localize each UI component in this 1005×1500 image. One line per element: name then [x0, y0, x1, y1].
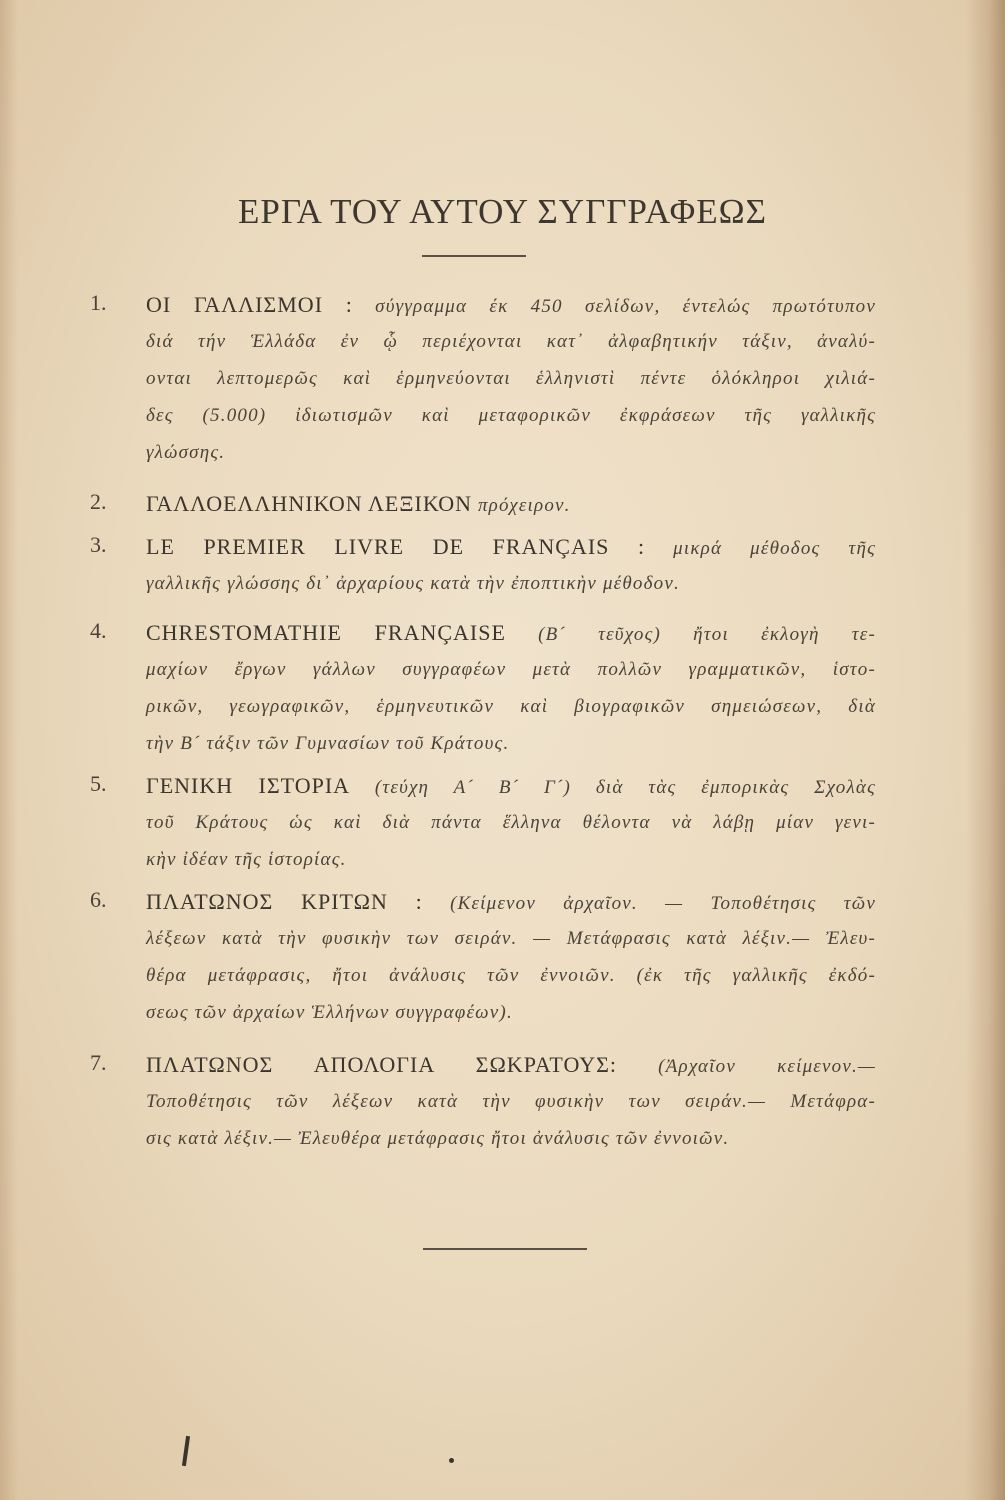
- list-item-number: 1.: [90, 290, 107, 315]
- list-item-text: γαλλικῆς γλώσσης δι᾿ ἀρχαρίους κατὰ τὴν ἐποπτικὴν μέθοδον.: [146, 573, 680, 594]
- list-item-heading: ΓΑΛΛΟΕΛΛΗΝΙΚΟΝ ΛΕΞΙΚΟΝ: [146, 491, 472, 516]
- list-item-text: (τεύχη Α´ Β´ Γ´) διὰ τὰς ἐμπορικὰς Σχολὰς: [374, 777, 876, 798]
- list-item-heading: CHRESTOMATHIE FRANÇAISE: [146, 620, 506, 645]
- list-item-text: Τοποθέτησις τῶν λέξεων κατὰ τὴν φυσικὴν των σειράν.— Μετάφρα-: [146, 1091, 876, 1112]
- list-item-text: δες (5.000) ἰδιωτισμῶν καὶ μεταφορικῶν ἐκφράσεων τῆς γαλλικῆς: [146, 405, 876, 426]
- closing-divider: [423, 1248, 587, 1250]
- list-item-text: πρόχειρον.: [477, 495, 571, 516]
- list-item-number: 7.: [90, 1050, 107, 1075]
- page-title: ΕΡΓΑ ΤΟΥ ΑΥΤΟΥ ΣΥΓΓΡΑΦΕΩΣ: [237, 192, 768, 231]
- list-item-number: 4.: [90, 618, 107, 643]
- list-item-text: σις κατὰ λέξιν.— Ἐλευθέρα μετάφρασις ἤτοι ἀνάλυσις τῶν ἐννοιῶν.: [146, 1128, 730, 1149]
- list-item-text: ρικῶν, γεωγραφικῶν, ἑρμηνευτικῶν καὶ βιογραφικῶν σημειώσεων, διὰ: [146, 696, 876, 717]
- list-item-heading: ΓΕΝΙΚΗ ΙΣΤΟΡΙΑ: [146, 773, 351, 798]
- list-item: [90, 614, 876, 762]
- list-item-text: κὴν ἰδέαν τῆς ἱστορίας.: [146, 849, 347, 870]
- list-item-number: 3.: [90, 532, 107, 557]
- list-item-text: μαχίων ἔργων γάλλων συγγραφέων μετὰ πολλῶν γραμματικῶν, ἱστο-: [146, 659, 876, 680]
- list-item-text: (Β´ τεῦχος) ἤτοι ἐκλογὴ τε-: [538, 624, 876, 645]
- list-item-text: ονται λεπτομερῶς καὶ ἑρμηνεύονται ἑλληνιστὶ πέντε ὁλόκληροι χιλιά-: [146, 368, 876, 389]
- list-item-line: [146, 528, 876, 565]
- list-item-line: [146, 767, 876, 804]
- list-item-line: [146, 286, 876, 323]
- list-item-text: σύγγραμμα έκ 450 σελίδων, έντελώς πρωτότυπον: [375, 296, 877, 317]
- list-item-number: 6.: [90, 887, 107, 912]
- list-item-heading: LE PREMIER LIVRE DE FRANÇAIS :: [146, 534, 646, 559]
- list-item: [90, 286, 877, 471]
- list-item: [90, 1046, 876, 1157]
- list-item-text: μικρά μέθοδος τῆς: [673, 538, 877, 559]
- list-item-line: [146, 614, 876, 651]
- list-item-text: σεως τῶν ἀρχαίων Ἑλλήνων συγγραφέων).: [146, 1002, 513, 1023]
- list-item-line: [146, 485, 876, 522]
- list-item-number: 5.: [90, 771, 107, 796]
- list-item: [90, 767, 876, 878]
- list-item-heading: ΟΙ ΓΑΛΛΙΣΜΟΙ :: [146, 292, 353, 317]
- list-item-heading: ΠΛΑΤΩΝΟΣ ΚΡΙΤΩΝ :: [146, 889, 423, 914]
- list-item-text: (Ἀρχαῖον κείμενον.—: [658, 1056, 876, 1077]
- list-item-text: θέρα μετάφρασις, ἤτοι ἀνάλυσις τῶν ἐννοιῶν. (ἐκ τῆς γαλλικῆς ἐκδό-: [146, 965, 876, 986]
- list-item-text: τὴν Β´ τάξιν τῶν Γυμνασίων τοῦ Κράτους.: [146, 733, 510, 754]
- list-item-text: λέξεων κατὰ τὴν φυσικὴν των σειράν. — Μετάφρασις κατὰ λέξιν.— Ἐλευ-: [146, 928, 876, 949]
- title-divider: [422, 255, 526, 257]
- list-item: [90, 485, 876, 522]
- list-item-text: (Κείμενον ἀρχαῖον. — Τοποθέτησις τῶν: [450, 893, 877, 914]
- list-item-text: γλώσσης.: [146, 442, 226, 463]
- list-item-heading: ΠΛΑΤΩΝΟΣ ΑΠΟΛΟΓΙΑ ΣΩΚΡΑΤΟΥΣ:: [146, 1052, 618, 1077]
- ink-mark: [182, 1436, 190, 1466]
- list-item: [90, 883, 877, 1031]
- list-item: [90, 528, 877, 602]
- list-item-line: [146, 1046, 876, 1083]
- list-item-text: διά τήν Ἑλλάδα ἐν ᾧ περιέχονται κατ᾿ ἀλφαβητικήν τάξιν, ἀναλύ-: [146, 331, 876, 352]
- list-item-line: [146, 883, 876, 920]
- list-item-text: τοῦ Κράτους ὡς καὶ διὰ πάντα ἕλληνα θέλοντα νὰ λάβῃ μίαν γενι-: [146, 812, 876, 833]
- list-item-number: 2.: [90, 489, 107, 514]
- ink-dot: [449, 1458, 454, 1463]
